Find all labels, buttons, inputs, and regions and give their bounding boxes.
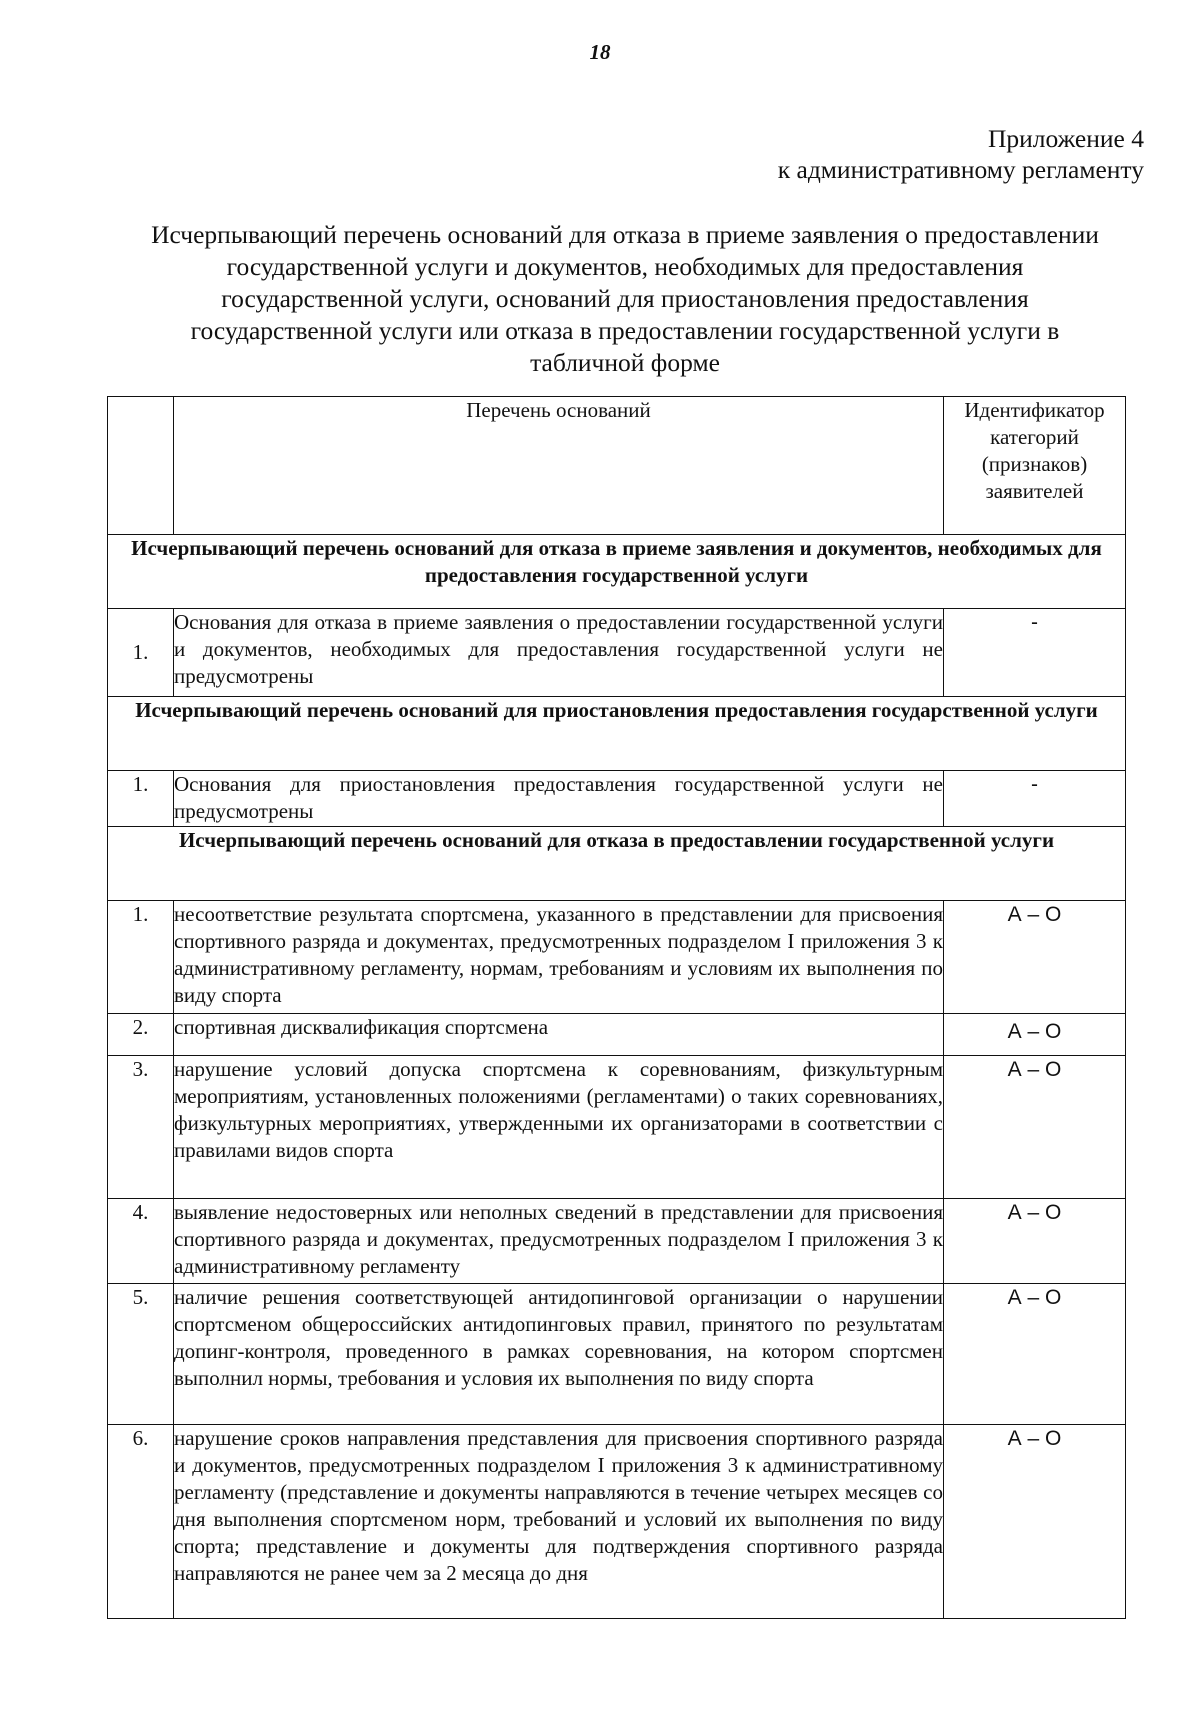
- section-heading: Исчерпывающий перечень оснований для отказа в предоставлении государственной услуги: [108, 827, 1126, 901]
- table-row: [108, 1014, 1126, 1056]
- row-identifier: А – О: [944, 1425, 1126, 1619]
- row-text: нарушение условий допуска спортсмена к соревнованиям, физкультурным мероприятиям, установленных положениями (регламентами) о таких соревнованиях, физкультурных мероприятиях, утвержденными их организаторами в соответствии с правилами видов спорта: [174, 1056, 944, 1199]
- row-number: 4.: [108, 1199, 174, 1284]
- table-header-row: [108, 397, 1126, 535]
- section-heading-row: [108, 827, 1126, 901]
- header-grounds-cell: Перечень оснований: [174, 397, 944, 535]
- table-row: [108, 1199, 1126, 1284]
- table-row: [108, 901, 1126, 1014]
- row-identifier: А – О: [944, 1284, 1126, 1425]
- row-number: 2.: [108, 1014, 174, 1056]
- row-text: наличие решения соответствующей антидопинговой организации о нарушении спортсменом общероссийских антидопинговых правил, принятого по результатам допинг-контроля, проведенного в рамках соревнования, на котором спортсмен выполнил нормы, требования и условия их выполнения по виду спорта: [174, 1284, 944, 1425]
- appendix-reference: к административному регламенту: [777, 155, 1144, 184]
- row-identifier: А – О: [944, 901, 1126, 1014]
- row-identifier: -: [944, 771, 1126, 827]
- row-number: 1.: [108, 901, 174, 1014]
- row-number: 3.: [108, 1056, 174, 1199]
- row-number: 1.: [108, 771, 174, 827]
- table-row: [108, 609, 1126, 697]
- table-row: [108, 1425, 1126, 1619]
- table-row: [108, 771, 1126, 827]
- table-row: [108, 1056, 1126, 1199]
- header-number-cell: [108, 397, 174, 535]
- section-heading: Исчерпывающий перечень оснований для отказа в приеме заявления и документов, необходимых для предоставления государственной услуги: [108, 535, 1126, 609]
- header-identifier-cell: Идентификатор категорий (признаков) заявителей: [944, 397, 1126, 535]
- row-text: нарушение сроков направления представления для присвоения спортивного разряда и документов, предусмотренных подразделом I приложения 3 к административному регламенту (представление и документы направляются в течение четырех месяцев со дня выполнения спортсменом норм, требований и условий их выполнения по виду спорта; представление и документы для подтверждения спортивного разряда направляются не ранее чем за 2 месяца до дня: [174, 1425, 944, 1619]
- row-text: выявление недостоверных или неполных сведений в представлении для присвоения спортивного разряда и документах, предусмотренных подразделом I приложения 3 к административному регламенту: [174, 1199, 944, 1284]
- appendix-number: Приложение 4: [988, 124, 1144, 153]
- row-identifier: А – О: [944, 1014, 1126, 1056]
- document-title: Исчерпывающий перечень оснований для отказа в приеме заявления о предоставлении государственной услуги и документов, необходимых для предоставления государственной услуги, оснований для приостановления предоставления государственной услуги или отказа в предоставлении государственной услуги в табличной форме: [151, 220, 1099, 377]
- row-text: Основания для отказа в приеме заявления о предоставлении государственной услуги и документов, необходимых для предоставления государственной услуги не предусмотрены: [174, 609, 944, 697]
- section-heading: Исчерпывающий перечень оснований для приостановления предоставления государственной услуги: [108, 697, 1126, 771]
- section-heading-row: [108, 535, 1126, 609]
- row-identifier: А – О: [944, 1199, 1126, 1284]
- page-number: 18: [589, 40, 611, 64]
- row-text: Основания для приостановления предоставления государственной услуги не предусмотрены: [174, 771, 944, 827]
- row-text: несоответствие результата спортсмена, указанного в представлении для присвоения спортивного разряда и документах, предусмотренных подразделом I приложения 3 к административному регламенту, нормам, требованиям и условиям их выполнения по виду спорта: [174, 901, 944, 1014]
- appendix-caption: [778, 123, 1144, 185]
- row-text: спортивная дисквалификация спортсмена: [174, 1014, 944, 1056]
- row-number: 6.: [108, 1425, 174, 1619]
- row-number: 1.: [108, 609, 174, 697]
- row-number: 5.: [108, 1284, 174, 1425]
- row-identifier: А – О: [944, 1056, 1126, 1199]
- section-heading-row: [108, 697, 1126, 771]
- table-row: [108, 1284, 1126, 1425]
- grounds-table: [107, 396, 1126, 1619]
- row-identifier: -: [944, 609, 1126, 697]
